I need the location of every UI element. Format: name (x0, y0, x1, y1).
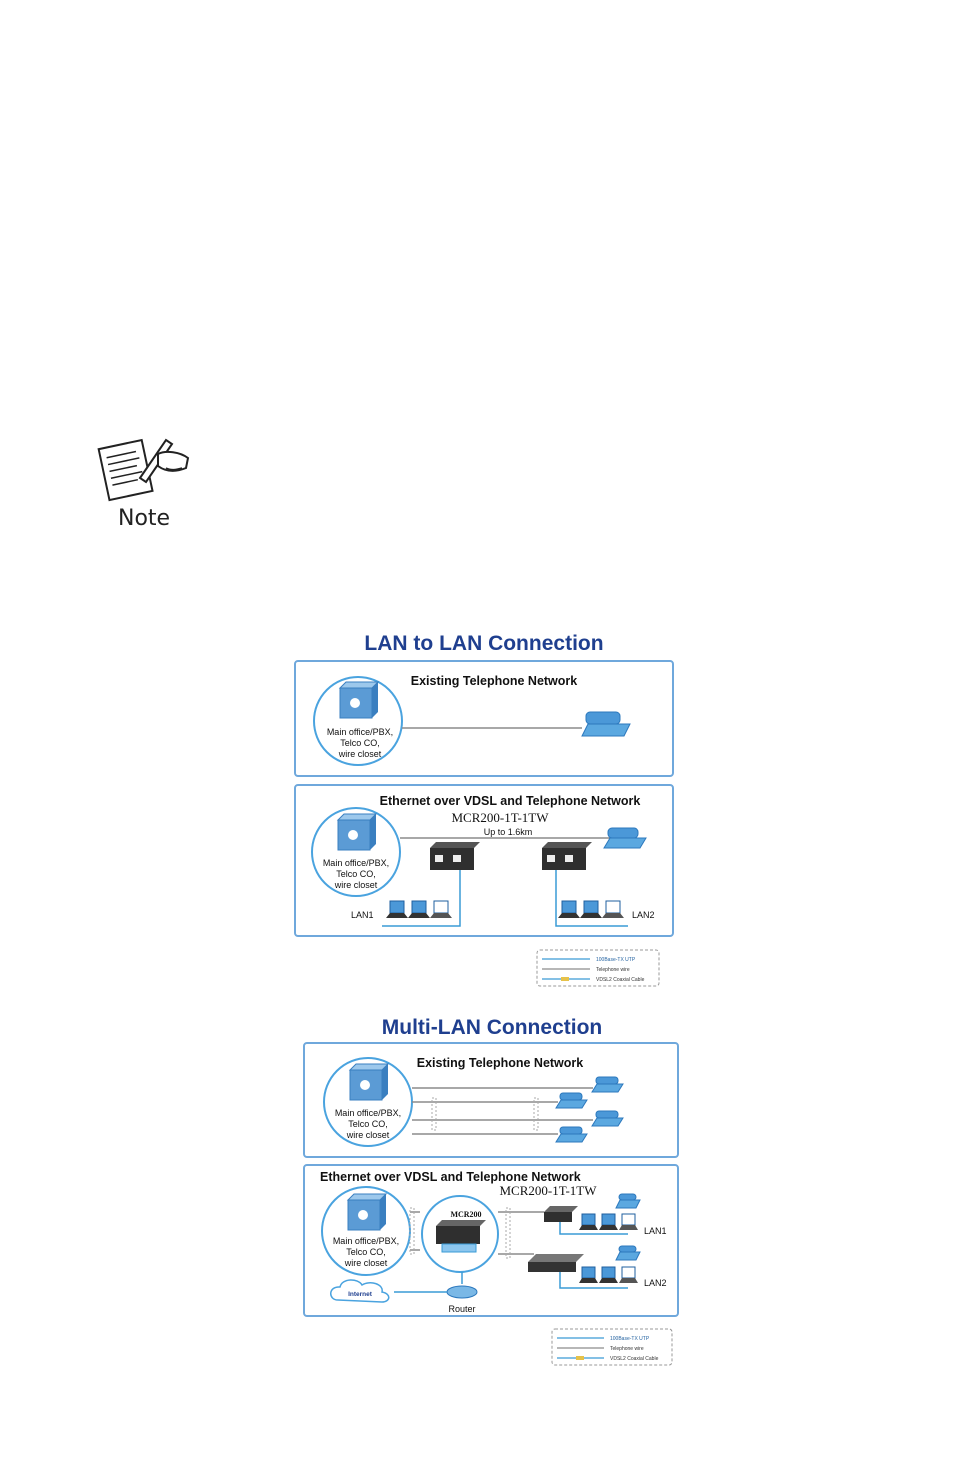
telephone-icon (616, 1246, 640, 1260)
laptop-icon (619, 1267, 638, 1283)
laptop-icon (619, 1214, 638, 1230)
lan-to-lan-diagram (290, 658, 680, 994)
laptop-icon (579, 1267, 598, 1283)
office-label-line: wire closet (334, 880, 378, 890)
building-icon (338, 814, 376, 850)
lan2-label: LAN2 (632, 910, 655, 920)
lan1-label: LAN1 (351, 910, 374, 920)
legend-item: 100Base-TX UTP (596, 957, 636, 963)
telephone-icon (592, 1111, 623, 1126)
note-label: Note (118, 506, 171, 531)
converter-device-left (430, 842, 480, 870)
legend-item: VDSL2 Coaxial Cable (610, 1356, 659, 1362)
panel-heading: Ethernet over VDSL and Telephone Network (379, 794, 641, 808)
office-label-line: wire closet (346, 1130, 390, 1140)
router-icon (447, 1286, 477, 1298)
router-label: Router (448, 1304, 476, 1314)
building-icon (348, 1194, 386, 1230)
telephone-icon (592, 1077, 623, 1092)
distance-label: Up to 1.6km (483, 827, 533, 837)
office-label-line: wire closet (344, 1258, 388, 1268)
panel-heading: Existing Telephone Network (416, 1056, 584, 1070)
building-icon (340, 682, 378, 718)
legend-item: Telephone wire (596, 967, 630, 973)
office-label-line: Telco CO, (346, 1247, 386, 1257)
diagram2-title: Multi-LAN Connection (381, 1016, 603, 1039)
telephone-icon (556, 1093, 587, 1108)
office-label-line: Main office/PBX, (326, 727, 394, 737)
diagram1-title: LAN to LAN Connection (364, 632, 604, 655)
laptop-icon (599, 1267, 618, 1283)
laptop-icon (599, 1214, 618, 1230)
switch-device (528, 1254, 584, 1272)
converter-device-right (542, 842, 592, 870)
laptop-icon (579, 1214, 598, 1230)
office-label-line: Telco CO, (348, 1119, 388, 1129)
panel-heading: Ethernet over VDSL and Telephone Network (320, 1170, 581, 1184)
model-label: MCR200-1T-1TW (451, 810, 549, 825)
chassis-label: MCR200 (450, 1210, 482, 1219)
office-label-line: Main office/PBX, (322, 858, 390, 868)
telephone-icon (556, 1127, 587, 1142)
panel-heading: Existing Telephone Network (410, 674, 578, 688)
lan1-label: LAN1 (644, 1226, 667, 1236)
legend-item: VDSL2 Coaxial Cable (596, 977, 645, 983)
office-label-line: wire closet (338, 749, 382, 759)
telephone-icon (616, 1194, 640, 1208)
internet-label: Internet (348, 1291, 372, 1298)
note-block (96, 432, 196, 537)
building-icon (350, 1064, 388, 1100)
office-label-line: Main office/PBX, (332, 1236, 400, 1246)
legend-item: 100Base-TX UTP (610, 1336, 650, 1342)
lan2-label: LAN2 (644, 1278, 667, 1288)
model-label: MCR200-1T-1TW (499, 1183, 597, 1198)
office-label-line: Telco CO, (340, 738, 380, 748)
legend-item: Telephone wire (610, 1346, 644, 1352)
multi-lan-diagram (298, 1040, 688, 1370)
note-pen-icon (96, 432, 192, 504)
office-label-line: Main office/PBX, (334, 1108, 402, 1118)
office-label-line: Telco CO, (336, 869, 376, 879)
